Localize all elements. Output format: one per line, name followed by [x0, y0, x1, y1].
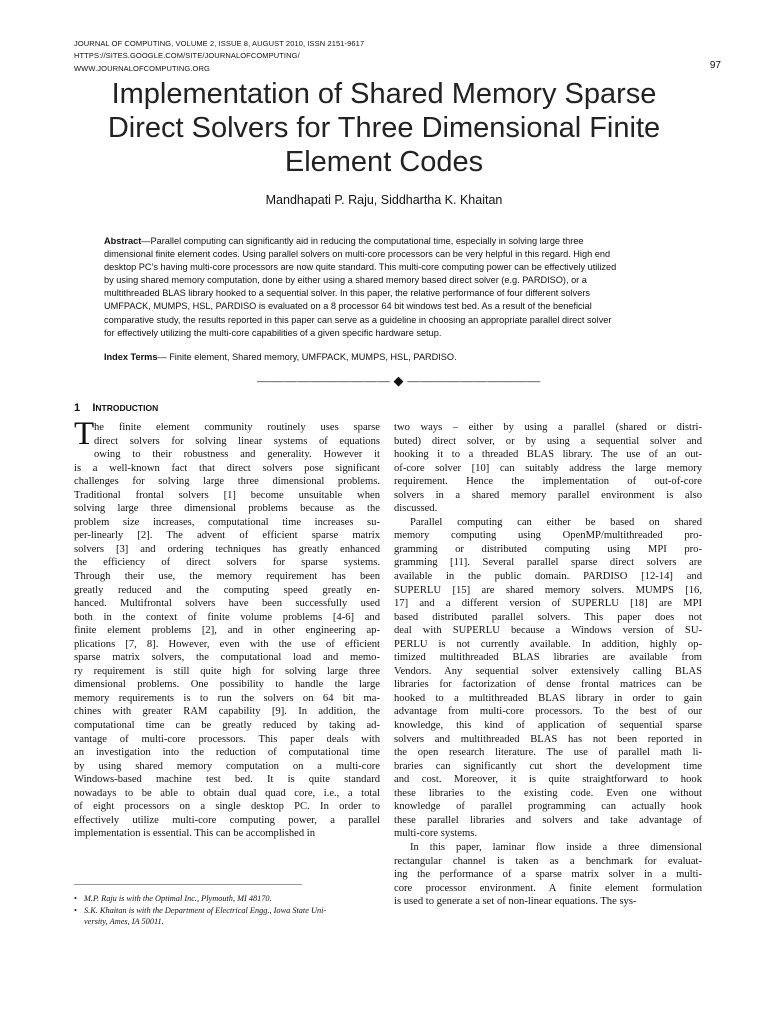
footnote-text: M.P. Raju is with the Optimal Inc., Plymouth, MI 48170. [84, 894, 272, 903]
abstract-line: by using shared memory computation, done by either using a shared memory based direct solver (e.g. PARDISO), or a [104, 275, 587, 286]
index-terms-label: Index Terms [104, 352, 158, 362]
footnote-text: S.K. Khaitan is with the Department of Electrical Engg., Iowa State Uni- [84, 905, 327, 915]
footnote-line [74, 893, 326, 905]
body-text-line: ing the performance of a sparse matrix solver in a multi- [394, 869, 702, 881]
bullet-icon: • [74, 894, 77, 903]
body-text-line: core processor environment. A finite element formulation [394, 882, 702, 894]
page-number: 97 [709, 60, 721, 71]
body-text-line: available in the public domain. PARDISO [12-14] and [394, 571, 702, 583]
body-text-line: buted) direct solver, or by using a sequential solver and [394, 435, 702, 447]
body-text-line: ry requirement is still quite high for solving large three [74, 665, 380, 677]
body-text-line: based distributed parallel solvers. This paper does not [394, 611, 702, 623]
body-text-line: memory computing using OpenMP/multithreaded pro- [394, 530, 702, 542]
drop-cap: T [74, 416, 95, 452]
body-text-line: In this paper, laminar flow inside a three dimensional [410, 841, 702, 853]
body-text-line: is used to generate a set of non-linear equations. The sys- [394, 896, 637, 908]
footnotes [74, 893, 326, 928]
authors: Mandhapati P. Raju, Siddhartha K. Khaitan [265, 193, 503, 207]
section-separator: —————————— ◆ —————————— [257, 373, 541, 388]
body-text-line: PERLU is not currently available. In addition, highly op- [394, 638, 702, 650]
body-text-line: gramming or distributed computing using MPI pro- [394, 543, 702, 555]
section-heading [74, 402, 158, 414]
body-text-line: rectangular channel is taken as a benchmark for evaluat- [394, 855, 702, 867]
abstract-line: dimensional finite element codes. Using parallel solvers on multi-core processors can be very helpful in this regard. High end [104, 249, 611, 260]
body-text-line: of eight processors on a single desktop PC. In order to [74, 801, 380, 813]
body-text-line: deal with SUPERLU because a Windows version of SU- [394, 625, 702, 637]
abstract-line: UMFPACK, MUMPS, HSL, PARDISO is evaluated on a 8 processor 64 bit windows test bed. As a result of the beneficial [104, 301, 592, 312]
body-text-line: and cost. Moreover, it is quite straightforward to hook [394, 774, 702, 786]
body-text-line: solvers [3] and ordering techniques has greatly enhanced [74, 543, 380, 555]
body-text-line: multi-core systems. [394, 828, 477, 840]
body-text-line: requirement. Hence the implementation of out-of-core [394, 476, 702, 488]
body-text-line: braries can significantly cut short the development time [394, 760, 702, 772]
body-text-line: Parallel computing can either be based on shared [410, 516, 702, 528]
index-terms-text: — Finite element, Shared memory, UMFPACK, MUMPS, HSL, PARDISO. [157, 352, 457, 362]
section-number: 1 [74, 402, 81, 414]
paper-title [40, 77, 728, 179]
abstract-label: Abstract [104, 236, 142, 246]
body-text-line: timized multithreaded BLAS libraries are available from [394, 652, 702, 664]
body-text-line: Through their use, the memory requirement has been [74, 571, 380, 583]
body-text-line: vantage of multi-core processors. This paper deals with [74, 733, 380, 745]
journal-header-line: JOURNAL OF COMPUTING, VOLUME 2, ISSUE 8, AUGUST 2010, ISSN 2151-9617 [74, 39, 365, 48]
body-text-line: memory requirements is to run the solvers on 64 bit ma- [74, 692, 380, 704]
title-line: Implementation of Shared Memory Sparse [111, 78, 657, 110]
footnote-line: versity, Ames, IA 50011. [84, 917, 164, 926]
journal-header-line: WWW.JOURNALOFCOMPUTING.ORG [74, 63, 210, 73]
footnote-line [74, 905, 326, 917]
body-text-line: solvers and multithreaded BLAS has not been reported in [394, 733, 702, 745]
body-text-line: of-core solver [10] can suitably address the large memory [394, 462, 702, 474]
body-text-line: Traditional frontal solvers [1] become unsuitable when [74, 489, 380, 501]
body-text-line: discussed. [394, 503, 438, 515]
title-line: Element Codes [284, 146, 484, 178]
journal-header-line: HTTPS://SITES.GOOGLE.COM/SITE/JOURNALOFCOMPUTING/ [74, 51, 300, 61]
body-text-line: the open research literature. The use of parallel math li- [394, 747, 702, 759]
body-text-line: by using shared memory computation on a multi-core [74, 760, 380, 772]
section-title-initial: I [92, 402, 96, 414]
body-text-line: gramming [11]. Several parallel sparse direct solvers are [394, 557, 702, 569]
body-text-line: dimensional problems. One possibility to handle the large [74, 679, 380, 691]
abstract-line: comparative study, the results reported in this paper can serve as a guideline in choosing an appropriate parallel direct solver [104, 314, 612, 325]
abstract-line: desktop PC’s having multi-core processors are now quite standard. This multi-core computing power can be effectively utilized [104, 262, 617, 273]
body-text-line: effectively utilize multi-core computing power, a parallel [74, 814, 380, 826]
body-text-line: knowledge, this kind of application of sequential sparse [394, 720, 702, 732]
body-text-line: advantage from multi-core processors. To the best of our [394, 706, 702, 718]
body-text-line: Windows-based machine test bed. It is quite standard [74, 774, 380, 786]
footnote-rule [74, 884, 302, 885]
abstract [104, 235, 684, 340]
body-text-line: knowledge of parallel programming can actually hook [394, 801, 702, 813]
body-text-line: greatly reduced and the computing speed greatly en- [74, 584, 380, 596]
body-text-line: an investigation into the reduction of computational time [74, 747, 380, 759]
body-text-line: nowadays to be able to obtain dual quad core, i.e., a total [74, 787, 380, 799]
body-text-line: both in the context of finite volume problems [4-6] and [74, 611, 380, 623]
title-line: Direct Solvers for Three Dimensional Finite [107, 112, 661, 144]
right-column [394, 421, 702, 909]
body-text-line: these libraries to the existing code. Even one without [394, 787, 702, 799]
body-text-line: two ways – either by using a parallel (shared or distri- [394, 422, 702, 433]
body-text-line: problem size increases, computational time increases su- [74, 516, 380, 528]
body-text-line: libraries for factorization of dense frontal matrices can be [394, 679, 702, 691]
body-text-line: direct solvers for solving linear systems of equations [94, 435, 380, 447]
body-text-line: sparse matrix solvers, the computational load and memo- [74, 652, 380, 664]
body-text-line: he finite element community routinely uses sparse [94, 422, 380, 433]
body-text-line: 17] and a different version of SUPERLU [18] are MPI [394, 598, 702, 610]
body-text-line: hooked to a multithreaded BLAS library in order to gain [394, 692, 702, 704]
body-text-line: these parallel libraries and solvers and take advantage of [394, 814, 702, 826]
body-text-line: the efficiency of direct solvers for sparse systems. [74, 557, 380, 569]
body-text-line: chines with greater RAM capability [9]. In addition, the [74, 706, 380, 718]
body-text-line: SUPERLU [15] are shared memory solvers. MUMPS [16, [394, 584, 702, 596]
bullet-icon: • [74, 905, 77, 915]
body-text-line: per-linearly [2]. The advent of efficient sparse matrix [74, 530, 380, 542]
body-text-line: computational time can be greatly reduced by taking ad- [74, 720, 380, 732]
body-text-line: hanced. Multifrontal solvers have been successfully used [74, 598, 380, 610]
body-text-line: challenges for solving large three dimensional problems. [74, 476, 380, 488]
abstract-line: —Parallel computing can significantly aid in reducing the computational time, especially in solving large three [141, 236, 584, 246]
body-text-line: solvers in a shared memory parallel environment is also [394, 489, 702, 501]
body-text-line: is a well-known fact that direct solvers pose significant [74, 462, 380, 474]
body-text-line: implementation is essential. This can be accomplished in [74, 828, 316, 840]
journal-header [74, 38, 364, 75]
index-terms [104, 352, 457, 362]
body-text-line: solving large three dimensional problems because as the [74, 503, 380, 515]
body-text-line: owing to their robustness and generality. However it [94, 449, 380, 461]
body-text-line: Vendors. Any sequential solver extensively calling BLAS [394, 665, 702, 677]
section-title-rest: NTRODUCTION [95, 403, 159, 413]
body-text-line: hooking it to a threaded BLAS library. The use of an out- [394, 449, 702, 461]
body-text-line: finite element problems [2], and in other engineering ap- [74, 625, 380, 637]
body-text-line: plications [7, 8]. However, even with the use of efficient [74, 638, 380, 650]
abstract-line: multithreaded BLAS library hooked to a sequential solver. In this paper, the relative performance of four different solvers [104, 288, 591, 299]
abstract-line: for effectively utilizing the multi-core capabilities of a given specific hardware setup. [104, 327, 442, 338]
left-column [74, 421, 380, 841]
